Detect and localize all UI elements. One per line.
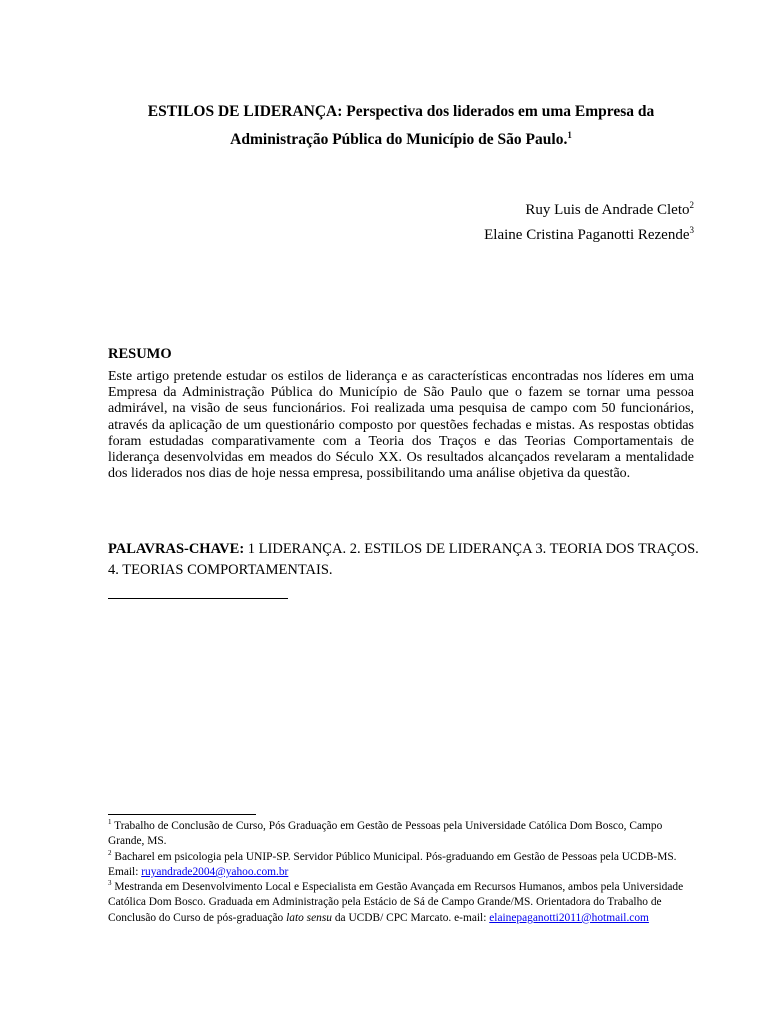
footnote-2 — [108, 850, 698, 881]
footnote-3-italic: lato sensu — [286, 911, 332, 924]
footnote-1-text: Trabalho de Conclusão de Curso, Pós Graduação em Gestão de Pessoas pela Universidade Católica Dom Bosco, Campo Grande, MS. — [108, 820, 663, 848]
footnote-3-num: 3 — [108, 879, 112, 888]
author-1-ref: 2 — [689, 200, 694, 210]
title-line-1: ESTILOS DE LIDERANÇA: Perspectiva dos liderados em uma Empresa da — [147, 103, 655, 120]
abstract-text: Este artigo pretende estudar os estilos de liderança e as características encontradas nos líderes em uma Empresa da Administração Pública do Município de São Paulo que o fazem se tornar uma pessoa admirável, na visão de seus funcionários. Foi realizada uma pesquisa de campo com 50 funcionários, através da aplicação de um questionário composto por questões fechadas e mistas. As respostas obtidas foram estudadas comparativamente com a Teoria dos Traços e das Teorias Comportamentais de liderança desenvolvidas em meados do Século XX. Os resultados alcançados revelaram a mentalidade dos liderados nos dias de hoje nessa empresa, possibilitando uma análise objetiva da questão. — [108, 369, 694, 482]
author-2-ref: 3 — [689, 225, 694, 235]
keywords-text-1: 1 LIDERANÇA. 2. ESTILOS DE LIDERANÇA 3. TEORIA DOS TRAÇOS. — [244, 541, 699, 557]
title-line-2-text: Administração Pública do Município de São Paulo. — [230, 131, 568, 148]
author-2-name: Elaine Cristina Paganotti Rezende — [484, 227, 690, 243]
footnotes — [108, 819, 698, 926]
author-2 — [484, 223, 694, 248]
footnote-2-email-link[interactable]: ruyandrade2004@yahoo.com.br — [141, 865, 289, 878]
footnote-2-text: Bacharel em psicologia pela UNIP-SP. Servidor Público Municipal. Pós-graduando em Gestão de Pessoas pela UCDB-MS. Email: — [108, 850, 677, 878]
keywords-line-2: 4. TEORIAS COMPORTAMENTAIS. — [108, 562, 333, 578]
author-1 — [484, 198, 694, 223]
keywords — [108, 539, 708, 581]
footnote-3 — [108, 880, 698, 926]
keywords-label: PALAVRAS-CHAVE: — [108, 541, 245, 557]
footnote-1-num: 1 — [108, 818, 112, 827]
footnote-3-text-b: da UCDB/ CPC Marcato. e-mail: — [332, 911, 490, 924]
author-1-name: Ruy Luis de Andrade Cleto — [525, 202, 690, 218]
footnote-3-email-link[interactable]: elainepaganotti2011@hotmail.com — [489, 911, 649, 924]
author-list — [484, 198, 694, 248]
paper-title — [108, 98, 694, 154]
title-footnote-ref: 1 — [567, 129, 572, 140]
footnote-3-text-a: Mestranda em Desenvolvimento Local e Especialista em Gestão Avançada em Recursos Humanos, ambos pela Universidade Católica Dom Bosco. Graduada em Administração pela Estácio de Sá de Campo Grande/MS. Orientadora do Trabalho de Conclusão do Curso de pós-graduação — [108, 881, 684, 924]
title-line-2 — [108, 126, 694, 154]
footnote-separator — [108, 814, 256, 815]
footnote-1 — [108, 819, 698, 850]
keywords-line-1 — [108, 539, 708, 560]
separator-line — [108, 598, 288, 599]
abstract-heading: RESUMO — [108, 346, 172, 362]
footnote-2-num: 2 — [108, 848, 112, 857]
